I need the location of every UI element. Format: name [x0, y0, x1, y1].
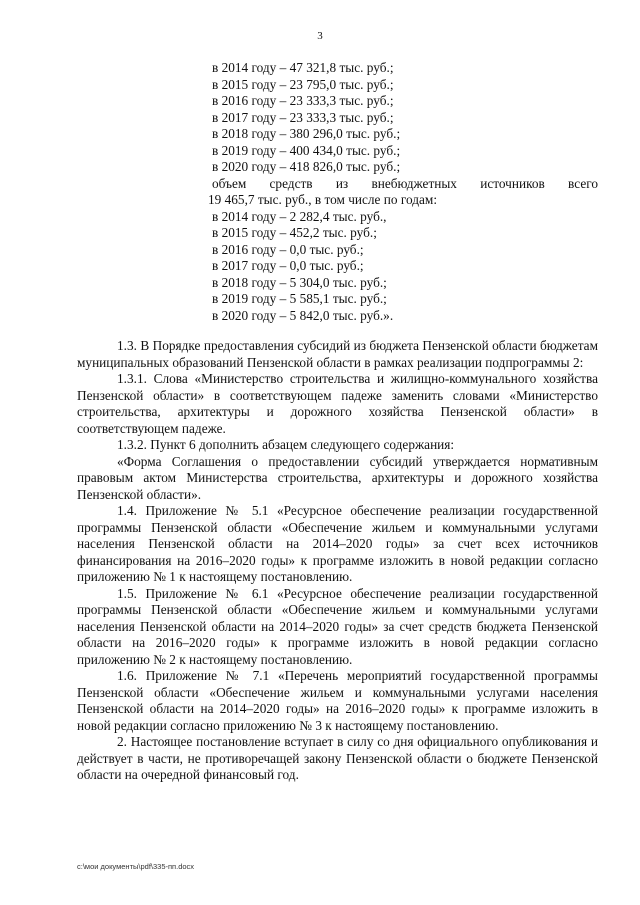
paragraph-1-3-1: 1.3.1. Слова «Министерство строительства и жилищно-коммунального хозяйства Пензенской области» в соответствующем падеже заменить словами «Министерство строительства, архитектуры и дорожного хозяйства Пензенской области» в соответствующем падеже.: [77, 371, 598, 436]
budget-line: в 2018 году – 5 304,0 тыс. руб.;: [212, 274, 387, 290]
budget-by-year-block: [208, 60, 598, 324]
budget-line: в 2018 году – 380 296,0 тыс. руб.;: [212, 126, 401, 141]
budget-line: в 2015 году – 452,2 тыс. руб.;: [212, 225, 377, 240]
budget-line: в 2016 году – 23 333,3 тыс. руб.;: [212, 93, 394, 108]
paragraph-1-4: 1.4. Приложение № 5.1 «Ресурсное обеспечение реализации государственной программы Пензенской области «Обеспечение жильем и коммунальными услугами населения Пензенской области на 2014–2020 годы» за счет всех источников финансирования на 2016–2020 годы» к программе изложить в новой редакции согласно приложению № 1 к настоящему постановлению.: [77, 503, 598, 584]
extra-budget-total: 19 465,7 тыс. руб., в том числе по годам:: [208, 192, 438, 207]
extra-budget-intro: объем средств из внебюджетных источников всего: [212, 175, 598, 191]
budget-line: в 2014 году – 47 321,8 тыс. руб.;: [212, 60, 394, 75]
budget-line: в 2019 году – 5 585,1 тыс. руб.;: [212, 291, 387, 306]
budget-line: в 2019 году – 400 434,0 тыс. руб.;: [212, 142, 401, 158]
paragraph-1-6: 1.6. Приложение № 7.1 «Перечень мероприятий государственной программы Пензенской области «Обеспечение жильем и коммунальными услугами населения Пензенской области на 2014–2020 годы» на 2016–2020 годы» к программе изложить в новой редакции согласно приложению № 3 к настоящему постановлению.: [77, 668, 598, 733]
page-number: 3: [317, 30, 323, 42]
paragraph-1-5: 1.5. Приложение № 6.1 «Ресурсное обеспечение реализации государственной программы Пензенской области «Обеспечение жильем и коммунальными услугами населения Пензенской области на 2014–2020 годы» за счет средств бюджета Пензенской области на 2016–2020 годы» к программе изложить в новой редакции согласно приложению № 2 к настоящему постановлению.: [77, 585, 598, 667]
paragraph-2: 2. Настоящее постановление вступает в силу со дня официального опубликования и действует в части, не противоречащей закону Пензенской области о бюджете Пензенской области на очередной финансовый год.: [77, 734, 598, 782]
budget-line: в 2016 году – 0,0 тыс. руб.;: [212, 241, 364, 257]
paragraph-1-3: 1.3. В Порядке предоставления субсидий из бюджета Пензенской области бюджетам муниципальных образований Пензенской области в рамках реализации подпрограммы 2:: [77, 338, 598, 370]
budget-line: в 2017 году – 23 333,3 тыс. руб.;: [212, 109, 394, 125]
budget-line: в 2017 году – 0,0 тыс. руб.;: [212, 258, 364, 273]
paragraph-1-3-2: 1.3.2. Пункт 6 дополнить абзацем следующего содержания:: [117, 437, 455, 452]
budget-line: в 2020 году – 418 826,0 тыс. руб.;: [212, 159, 401, 174]
budget-line: в 2020 году – 5 842,0 тыс. руб.».: [212, 307, 394, 323]
document-body: [77, 338, 598, 784]
budget-line: в 2015 году – 23 795,0 тыс. руб.;: [212, 76, 394, 92]
footer-file-path: c:\мои документы\pdf\335-пп.docx: [77, 862, 195, 871]
budget-line: в 2014 году – 2 282,4 тыс. руб.,: [212, 208, 387, 224]
paragraph-quote: «Форма Соглашения о предоставлении субсидий утверждается нормативным правовым актом Министерства строительства, архитектуры и дорожного хозяйства Пензенской области».: [77, 453, 598, 502]
